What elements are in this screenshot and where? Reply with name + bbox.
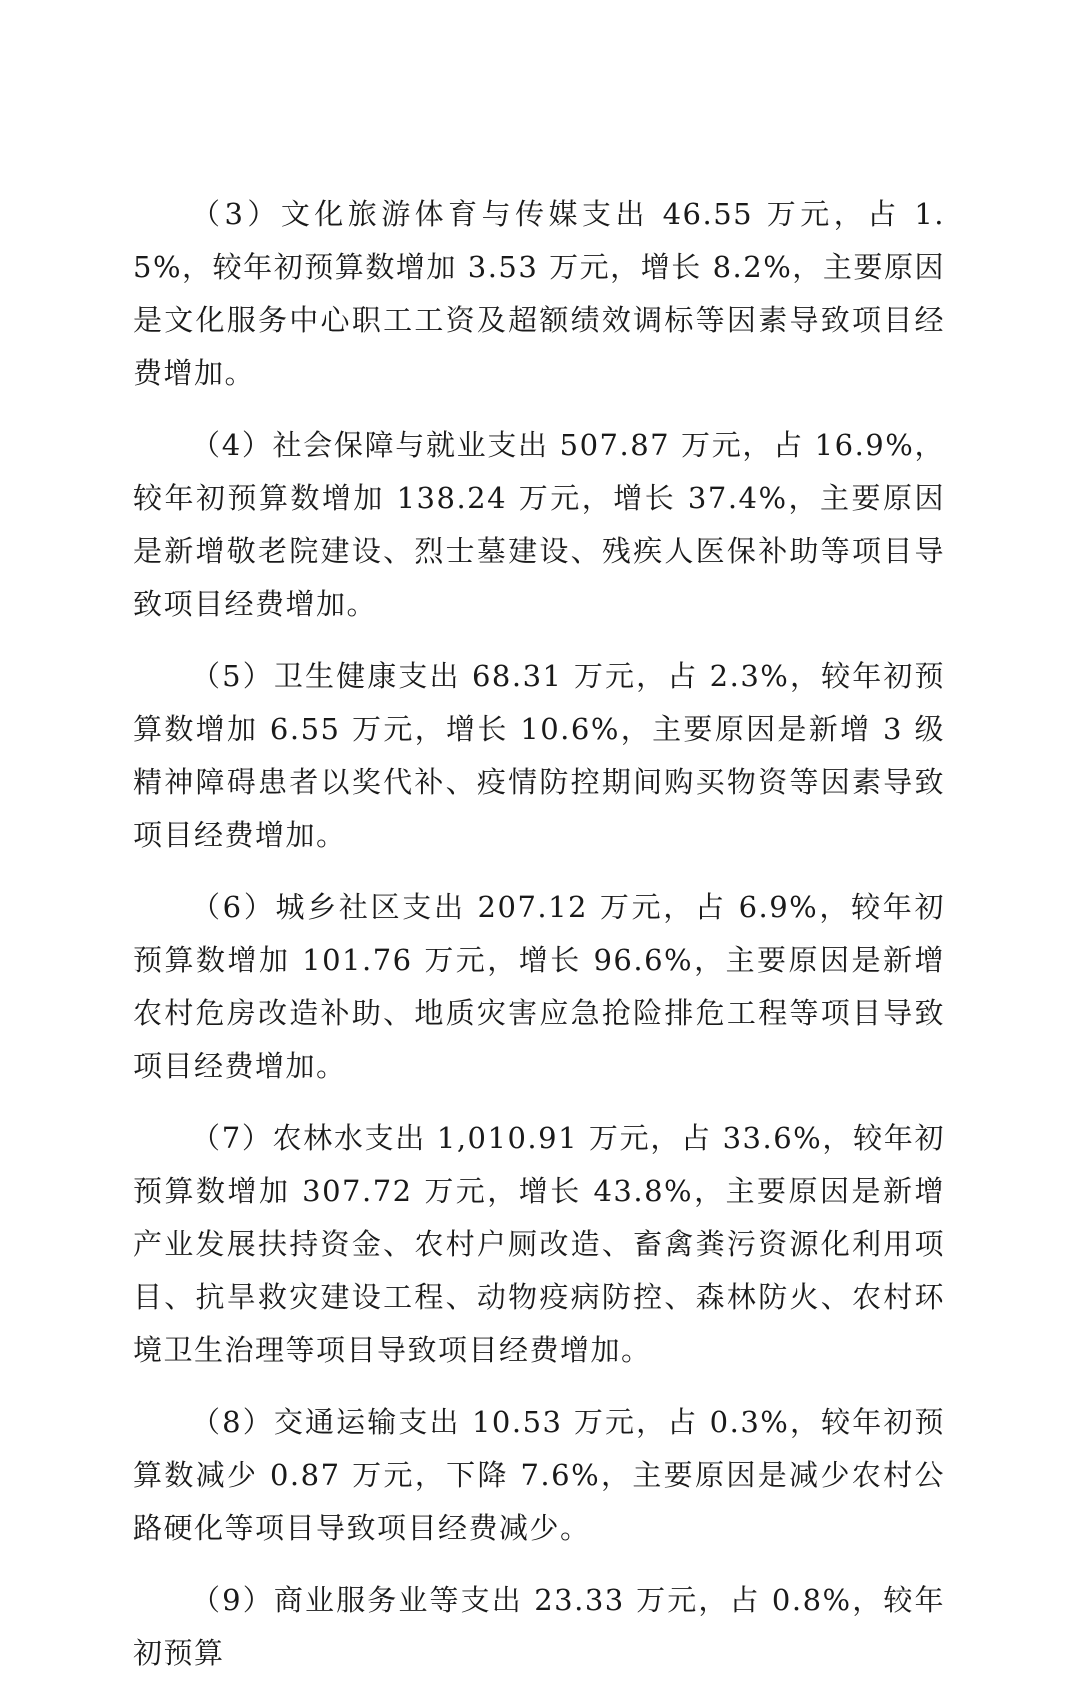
paragraph-social-security: （4）社会保障与就业支出 507.87 万元，占 16.9%，较年初预算数增加 138.24 万元，增长 37.4%，主要原因是新增敬老院建设、烈士墓建设、残疾人医保补助等项目导致项目经费增加。 (133, 428, 945, 621)
paragraph-urban-rural-community: （6）城乡社区支出 207.12 万元，占 6.9%，较年初预算数增加 101.76 万元，增长 96.6%，主要原因是新增农村危房改造补助、地质灾害应急抢险排危工程等项目导致项目经费增加。 (133, 890, 945, 1083)
paragraph-transportation: （8）交通运输支出 10.53 万元，占 0.3%，较年初预算数减少 0.87 万元，下降 7.6%，主要原因是减少农村公路硬化等项目导致项目经费减少。 (133, 1405, 945, 1545)
paragraph-culture-tourism: （3）文化旅游体育与传媒支出 46.55 万元，占 1.5%，较年初预算数增加 3.53 万元，增长 8.2%，主要原因是文化服务中心职工工资及超额绩效调标等因素导致项目经费增加。 (133, 197, 945, 390)
document-body (133, 188, 945, 1699)
paragraph-commerce-services: （9）商业服务业等支出 23.33 万元，占 0.8%，较年初预算 (133, 1583, 945, 1670)
paragraph-health: （5）卫生健康支出 68.31 万元，占 2.3%，较年初预算数增加 6.55 万元，增长 10.6%，主要原因是新增 3 级精神障碍患者以奖代补、疫情防控期间购买物资等因素导致项目经费增加。 (133, 659, 945, 852)
paragraph-agriculture-forestry-water: （7）农林水支出 1,010.91 万元，占 33.6%，较年初预算数增加 307.72 万元，增长 43.8%，主要原因是新增产业发展扶持资金、农村户厕改造、畜禽粪污资源化利用项目、抗旱救灾建设工程、动物疫病防控、森林防火、农村环境卫生治理等项目导致项目经费增加。 (133, 1121, 945, 1367)
